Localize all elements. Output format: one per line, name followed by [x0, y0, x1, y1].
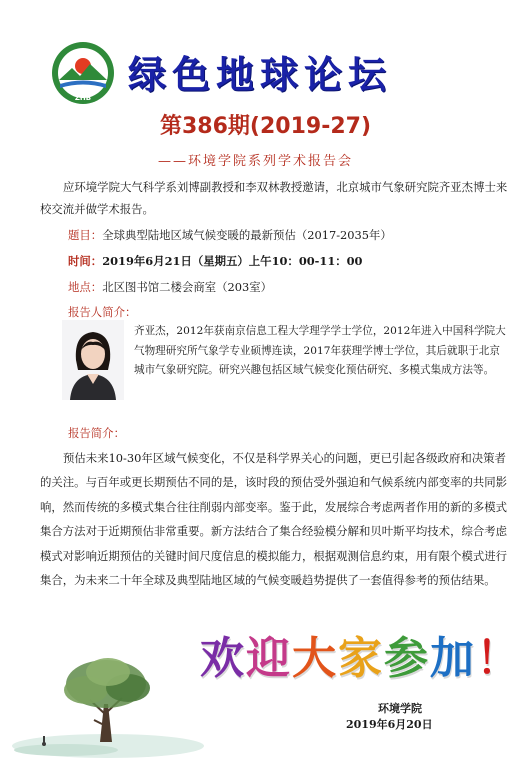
welcome-banner	[200, 622, 522, 686]
abstract-label: 报告简介：	[68, 426, 125, 440]
tree-illustration	[8, 642, 208, 760]
topic-label: 题目：	[68, 228, 103, 242]
page-title: 绿色地球论坛	[128, 52, 393, 97]
signature-date: 2019年6月20日	[346, 718, 433, 731]
intro-paragraph: 应环境学院大气科学系刘博副教授和李双林教授邀请，北京城市气象研究院齐亚杰博士来校交流并做学术报告。	[40, 180, 508, 216]
speaker-bio: 齐亚杰，2012年获南京信息工程大学理学学士学位，2012年进入中国科学院大气物理研究所气象学专业硕博连读，2017年获理学博士学位，其后就职于北京城市气象研究院。研究兴趣包括区域气候变化预估研究、多模式集成方法等。	[134, 325, 506, 376]
subtitle: ——环境学院系列学术报告会	[158, 154, 354, 169]
welcome-char: 参	[384, 633, 430, 684]
signature-org: 环境学院	[378, 702, 422, 715]
welcome-char: 欢	[200, 633, 246, 684]
welcome-char: 家	[338, 633, 384, 684]
topic-value: 全球典型陆地区域气候变暖的最新预估（2017-2035年）	[102, 228, 392, 242]
place-value: 北区图书馆二楼会商室（203室）	[102, 280, 273, 294]
speaker-intro-label: 报告人简介：	[68, 305, 137, 319]
time-row	[68, 253, 363, 269]
welcome-char: 加	[430, 633, 476, 684]
place-label: 地点：	[68, 280, 103, 294]
issue-number: 第386期(2019-27)	[160, 114, 372, 139]
topic-row	[68, 227, 392, 243]
welcome-char: ！	[476, 633, 522, 684]
zhb-logo	[50, 40, 116, 106]
time-label: 时间：	[68, 254, 103, 268]
time-value: 2019年6月21日（星期五）上午10：00-11：00	[102, 254, 363, 268]
abstract-paragraph: 预估未来10-30年区域气候变化，不仅是科学界关心的问题，更已引起各级政府和决策者的关注。与百年或更长期预估不同的是，该时段的预估受外强迫和气候系统内部变率的共同影响，然而传统的多模式集合往往削弱内部变率。鉴于此，发展综合考虑两者作用的新的多模式集合方法对于近期预估非常重要。新方法结合了集合经验模分解和贝叶斯平均技术，综合考虑模式对影响近期预估的关键时间尺度信息的模拟能力，根据观测信息约束，用有限个模式进行集合，为未来二十年全球及典型陆地区域的气候变暖趋势提供了一套值得参考的预估结果。	[40, 451, 508, 588]
welcome-char: 迎	[246, 633, 292, 684]
logo-text: ZHB	[74, 94, 92, 102]
place-row	[68, 279, 272, 295]
welcome-char: 大	[292, 633, 338, 684]
speaker-photo	[62, 320, 124, 400]
